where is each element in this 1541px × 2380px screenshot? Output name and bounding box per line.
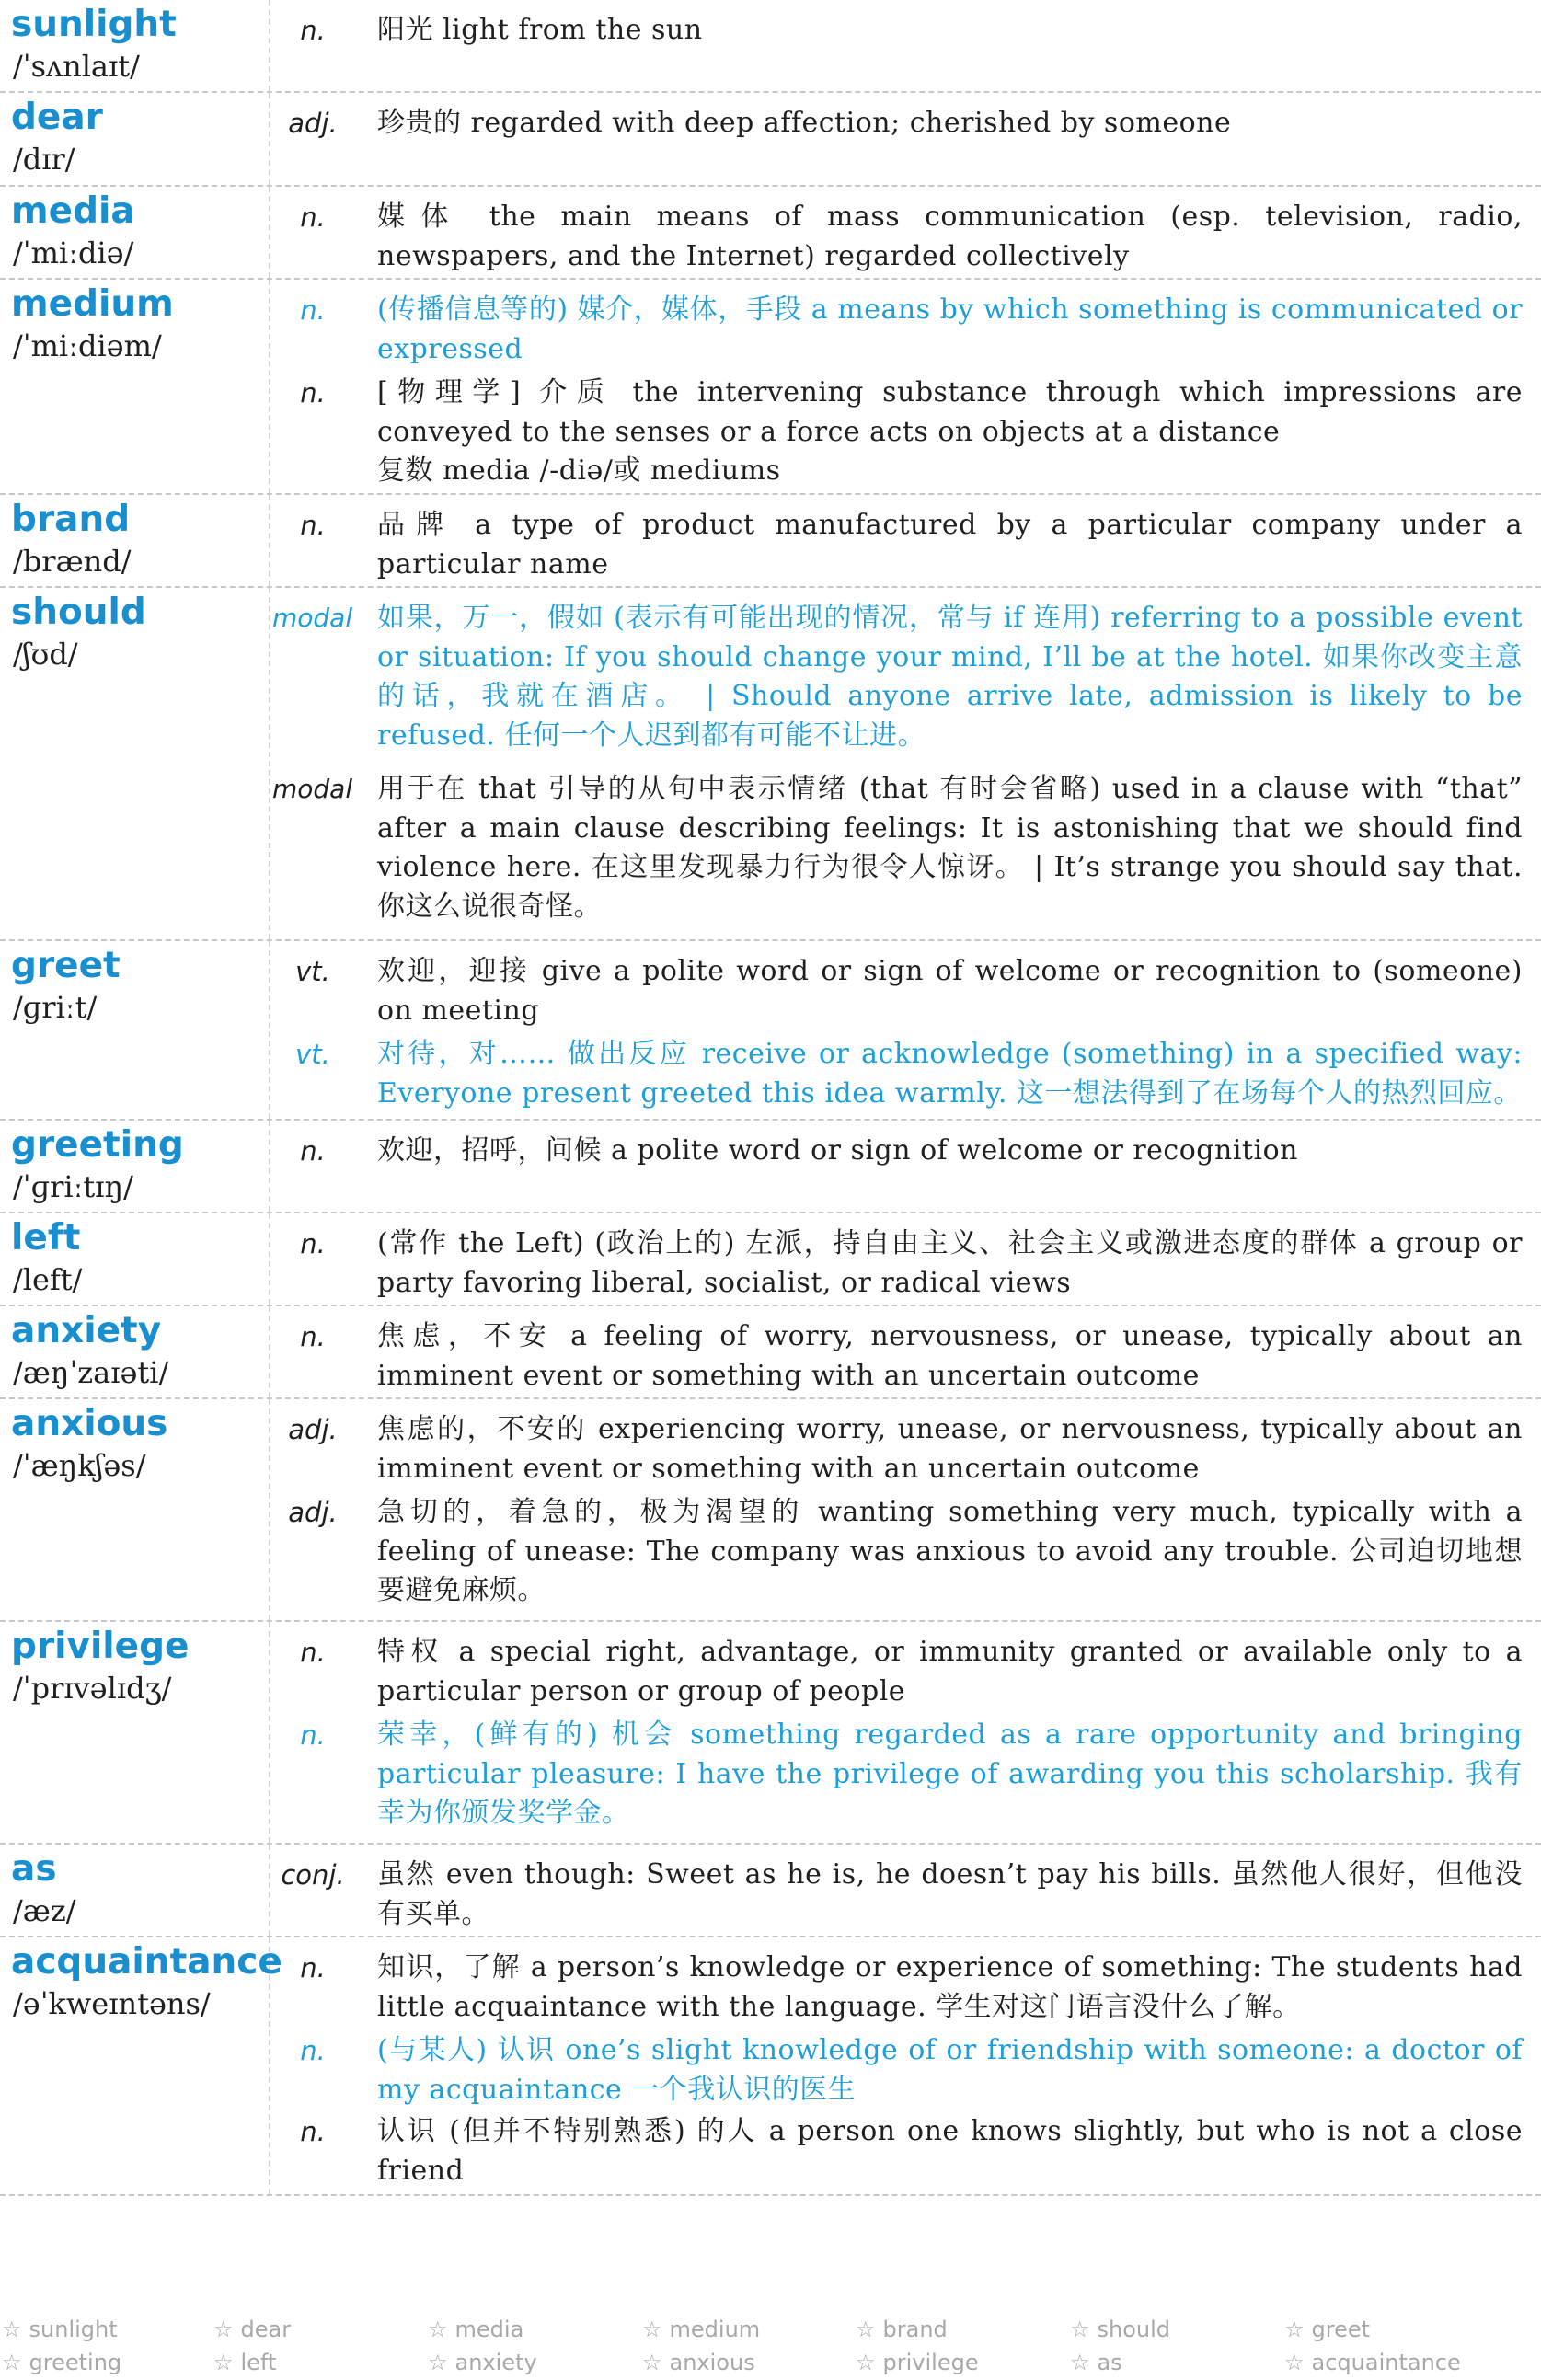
index-link-acquaintance[interactable]: ☆ acquaintance: [1284, 2350, 1461, 2375]
definition: 急切的，着急的，极为渴望的 wanting something very much, typically with a feeling of unease: The company was anxious to avoid any trouble. 公司迫切地想要避免麻烦。: [377, 1496, 1523, 1606]
part-of-speech: vt.: [295, 956, 330, 987]
star-icon: ☆: [642, 2350, 662, 2375]
part-of-speech: modal: [272, 603, 353, 633]
star-icon: ☆: [1284, 2350, 1305, 2375]
part-of-speech: n.: [300, 294, 326, 326]
entry-should: [0, 588, 1541, 941]
index-link-brand[interactable]: ☆ brand: [856, 2317, 948, 2342]
index-link-left[interactable]: ☆ left: [213, 2350, 277, 2375]
definition: 荣幸，(鲜有的) 机会 something regarded as a rare opportunity and bringing particular pleasure: I have the privilege of awarding you this scholarship. 我有幸为你颁发奖学金。: [377, 1719, 1523, 1829]
pronunciation: /left/: [13, 1262, 83, 1297]
part-of-speech: n.: [300, 1321, 326, 1352]
entry-anxiety: [0, 1306, 1541, 1399]
star-icon: ☆: [428, 2350, 448, 2375]
pronunciation: /dɪr/: [13, 142, 75, 177]
pronunciation: /æz/: [13, 1893, 76, 1928]
star-icon: ☆: [856, 2317, 876, 2342]
headword: sunlight: [11, 4, 177, 45]
headword: greeting: [11, 1124, 184, 1166]
part-of-speech: n.: [300, 201, 326, 233]
index-link-greet[interactable]: ☆ greet: [1284, 2317, 1371, 2342]
headword: brand: [11, 499, 131, 540]
definition: (传播信息等的) 媒介，媒体，手段 a means by which something is communicated or expressed: [377, 293, 1523, 365]
definition: (常作 the Left) (政治上的) 左派，持自由主义、社会主义或激进态度的群体 a group or party favoring liberal, socialist, or radical views: [377, 1227, 1523, 1299]
part-of-speech: n.: [300, 1637, 326, 1668]
pronunciation: /ˈprɪvəlɪdʒ/: [13, 1671, 172, 1706]
star-icon: ☆: [213, 2317, 234, 2342]
part-of-speech: modal: [272, 774, 353, 804]
headword: left: [11, 1217, 81, 1259]
pronunciation: /ɡriːt/: [13, 990, 98, 1025]
definition: 阳光 light from the sun: [377, 14, 703, 46]
definition: 认识 (但并不特别熟悉) 的人 a person one knows slightly, but who is not a close friend: [377, 2115, 1523, 2187]
entry-greeting: [0, 1121, 1541, 1213]
star-icon: ☆: [2, 2350, 22, 2375]
headword: should: [11, 592, 146, 633]
entry-media: [0, 187, 1541, 280]
entry-anxious: [0, 1399, 1541, 1622]
entry-privilege: [0, 1622, 1541, 1845]
definition: 焦虑，不安 a feeling of worry, nervousness, or unease, typically about an imminent event or something with an uncertain outcome: [377, 1320, 1523, 1392]
entry-medium: [0, 280, 1541, 495]
part-of-speech: n.: [300, 2035, 326, 2066]
headword: medium: [11, 283, 174, 325]
definition: 虽然 even though: Sweet as he is, he doesn’t pay his bills. 虽然他人很好，但他没有买单。: [377, 1858, 1523, 1930]
star-icon: ☆: [856, 2350, 876, 2375]
headword: media: [11, 190, 135, 232]
index-link-dear[interactable]: ☆ dear: [213, 2317, 292, 2342]
headword: greet: [11, 945, 121, 986]
part-of-speech: adj.: [288, 1414, 338, 1445]
pronunciation: /əˈkweɪntəns/: [13, 1986, 211, 2021]
definition-text: [物理学] 介质 the intervening substance through which impressions are conveyed to the senses or a force acts on objects at a distance: [377, 376, 1523, 448]
entry-as: [0, 1845, 1541, 1937]
index-link-medium[interactable]: ☆ medium: [642, 2317, 761, 2342]
pronunciation: /æŋˈzaɪəti/: [13, 1355, 169, 1390]
part-of-speech: adj.: [288, 108, 338, 139]
star-icon: ☆: [1284, 2317, 1305, 2342]
index-link-as[interactable]: ☆ as: [1070, 2350, 1122, 2375]
plural-note: 复数 media /-diə/或 mediums: [377, 454, 781, 487]
definition: 对待，对…… 做出反应 receive or acknowledge (something) in a specified way: Everyone present greeted this idea warmly. 这一想法得到了在场每个人的热烈回应。: [377, 1038, 1523, 1110]
definition: 焦虑的，不安的 experiencing worry, unease, or nervousness, typically about an imminent event or something with an uncertain outcome: [377, 1413, 1523, 1485]
part-of-speech: vt.: [295, 1039, 330, 1070]
index-link-privilege[interactable]: ☆ privilege: [856, 2350, 979, 2375]
definition: 欢迎，招呼，问候 a polite word or sign of welcome or recognition: [377, 1134, 1298, 1167]
part-of-speech: adj.: [288, 1497, 338, 1528]
star-icon: ☆: [1070, 2350, 1090, 2375]
part-of-speech: n.: [300, 15, 326, 46]
entry-acquaintance: [0, 1937, 1541, 2196]
star-icon: ☆: [2, 2317, 22, 2342]
headword: anxiety: [11, 1310, 162, 1351]
index-link-media[interactable]: ☆ media: [428, 2317, 524, 2342]
part-of-speech: n.: [300, 1719, 326, 1751]
star-icon: ☆: [642, 2317, 662, 2342]
definition: 特权 a special right, advantage, or immunity granted or available only to a particular person or group of people: [377, 1636, 1523, 1707]
pronunciation: /ˈɡriːtɪŋ/: [13, 1169, 133, 1204]
index-link-greeting[interactable]: ☆ greeting: [2, 2350, 122, 2375]
pronunciation: /brænd/: [13, 544, 132, 579]
star-icon: ☆: [1070, 2317, 1090, 2342]
star-icon: ☆: [213, 2350, 234, 2375]
entry-brand: [0, 495, 1541, 588]
part-of-speech: n.: [300, 510, 326, 541]
part-of-speech: n.: [300, 1952, 326, 1983]
part-of-speech: n.: [300, 1228, 326, 1259]
headword: anxious: [11, 1403, 168, 1444]
definition: 知识，了解 a person’s knowledge or experience of something: The students had little acquaintance with the language. 学生对这门语言没什么了解。: [377, 1951, 1523, 2023]
index-link-anxious[interactable]: ☆ anxious: [642, 2350, 755, 2375]
pronunciation: /ˈmiːdiəm/: [13, 328, 162, 363]
entry-greet: [0, 941, 1541, 1121]
definition: 媒体 the main means of mass communication (esp. television, radio, newspapers, and the Internet) regarded collectively: [377, 201, 1523, 272]
headword: privilege: [11, 1626, 190, 1667]
index-link-sunlight[interactable]: ☆ sunlight: [2, 2317, 118, 2342]
definition: 如果，万一，假如 (表示有可能出现的情况，常与 if 连用) referring to a possible event or situation: If you should change your mind, I’ll be at the hotel. 如果你改变主意的话，我就在酒店。 | Should anyone arrive late, admission is likely to be refused. 任何一个人迟到都有可能不让进。: [377, 602, 1523, 752]
headword: acquaintance: [11, 1941, 282, 1983]
pronunciation: /ˈsʌnlaɪt/: [13, 49, 140, 84]
column-divider: [269, 588, 270, 939]
headword: as: [11, 1848, 57, 1890]
part-of-speech: conj.: [281, 1859, 345, 1891]
definition: (与某人) 认识 one’s slight knowledge of or friendship with someone: a doctor of my acquaintance 一个我认识的医生: [377, 2034, 1523, 2106]
word-index-footer: [0, 2314, 1541, 2380]
index-link-anxiety[interactable]: ☆ anxiety: [428, 2350, 537, 2375]
part-of-speech: n.: [300, 1135, 326, 1167]
definition: 用于在 that 引导的从句中表示情绪 (that 有时会省略) used in a clause with “that” after a main clause describing feelings: It is astonishing that we should find violence here. 在这里发现暴力行为很令人惊讶。 | It’s strange you should say that. 你这么说很奇怪。: [377, 773, 1523, 923]
entry-sunlight: [0, 0, 1541, 93]
pronunciation: /ˈmiːdiə/: [13, 236, 134, 270]
part-of-speech: n.: [300, 377, 326, 408]
pronunciation: /ʃʊd/: [13, 637, 78, 672]
headword: dear: [11, 97, 103, 138]
index-link-should[interactable]: ☆ should: [1070, 2317, 1171, 2342]
definition: 品牌 a type of product manufactured by a particular company under a particular name: [377, 509, 1523, 581]
pronunciation: /ˈæŋkʃəs/: [13, 1448, 146, 1483]
entry-dear: [0, 93, 1541, 187]
definition: 珍贵的 regarded with deep affection; cherished by someone: [377, 107, 1232, 139]
definition: 欢迎，迎接 give a polite word or sign of welcome or recognition to (someone) on meeting: [377, 955, 1523, 1027]
entry-left: [0, 1213, 1541, 1306]
part-of-speech: n.: [300, 2116, 326, 2147]
star-icon: ☆: [428, 2317, 448, 2342]
definition: [377, 374, 1523, 491]
